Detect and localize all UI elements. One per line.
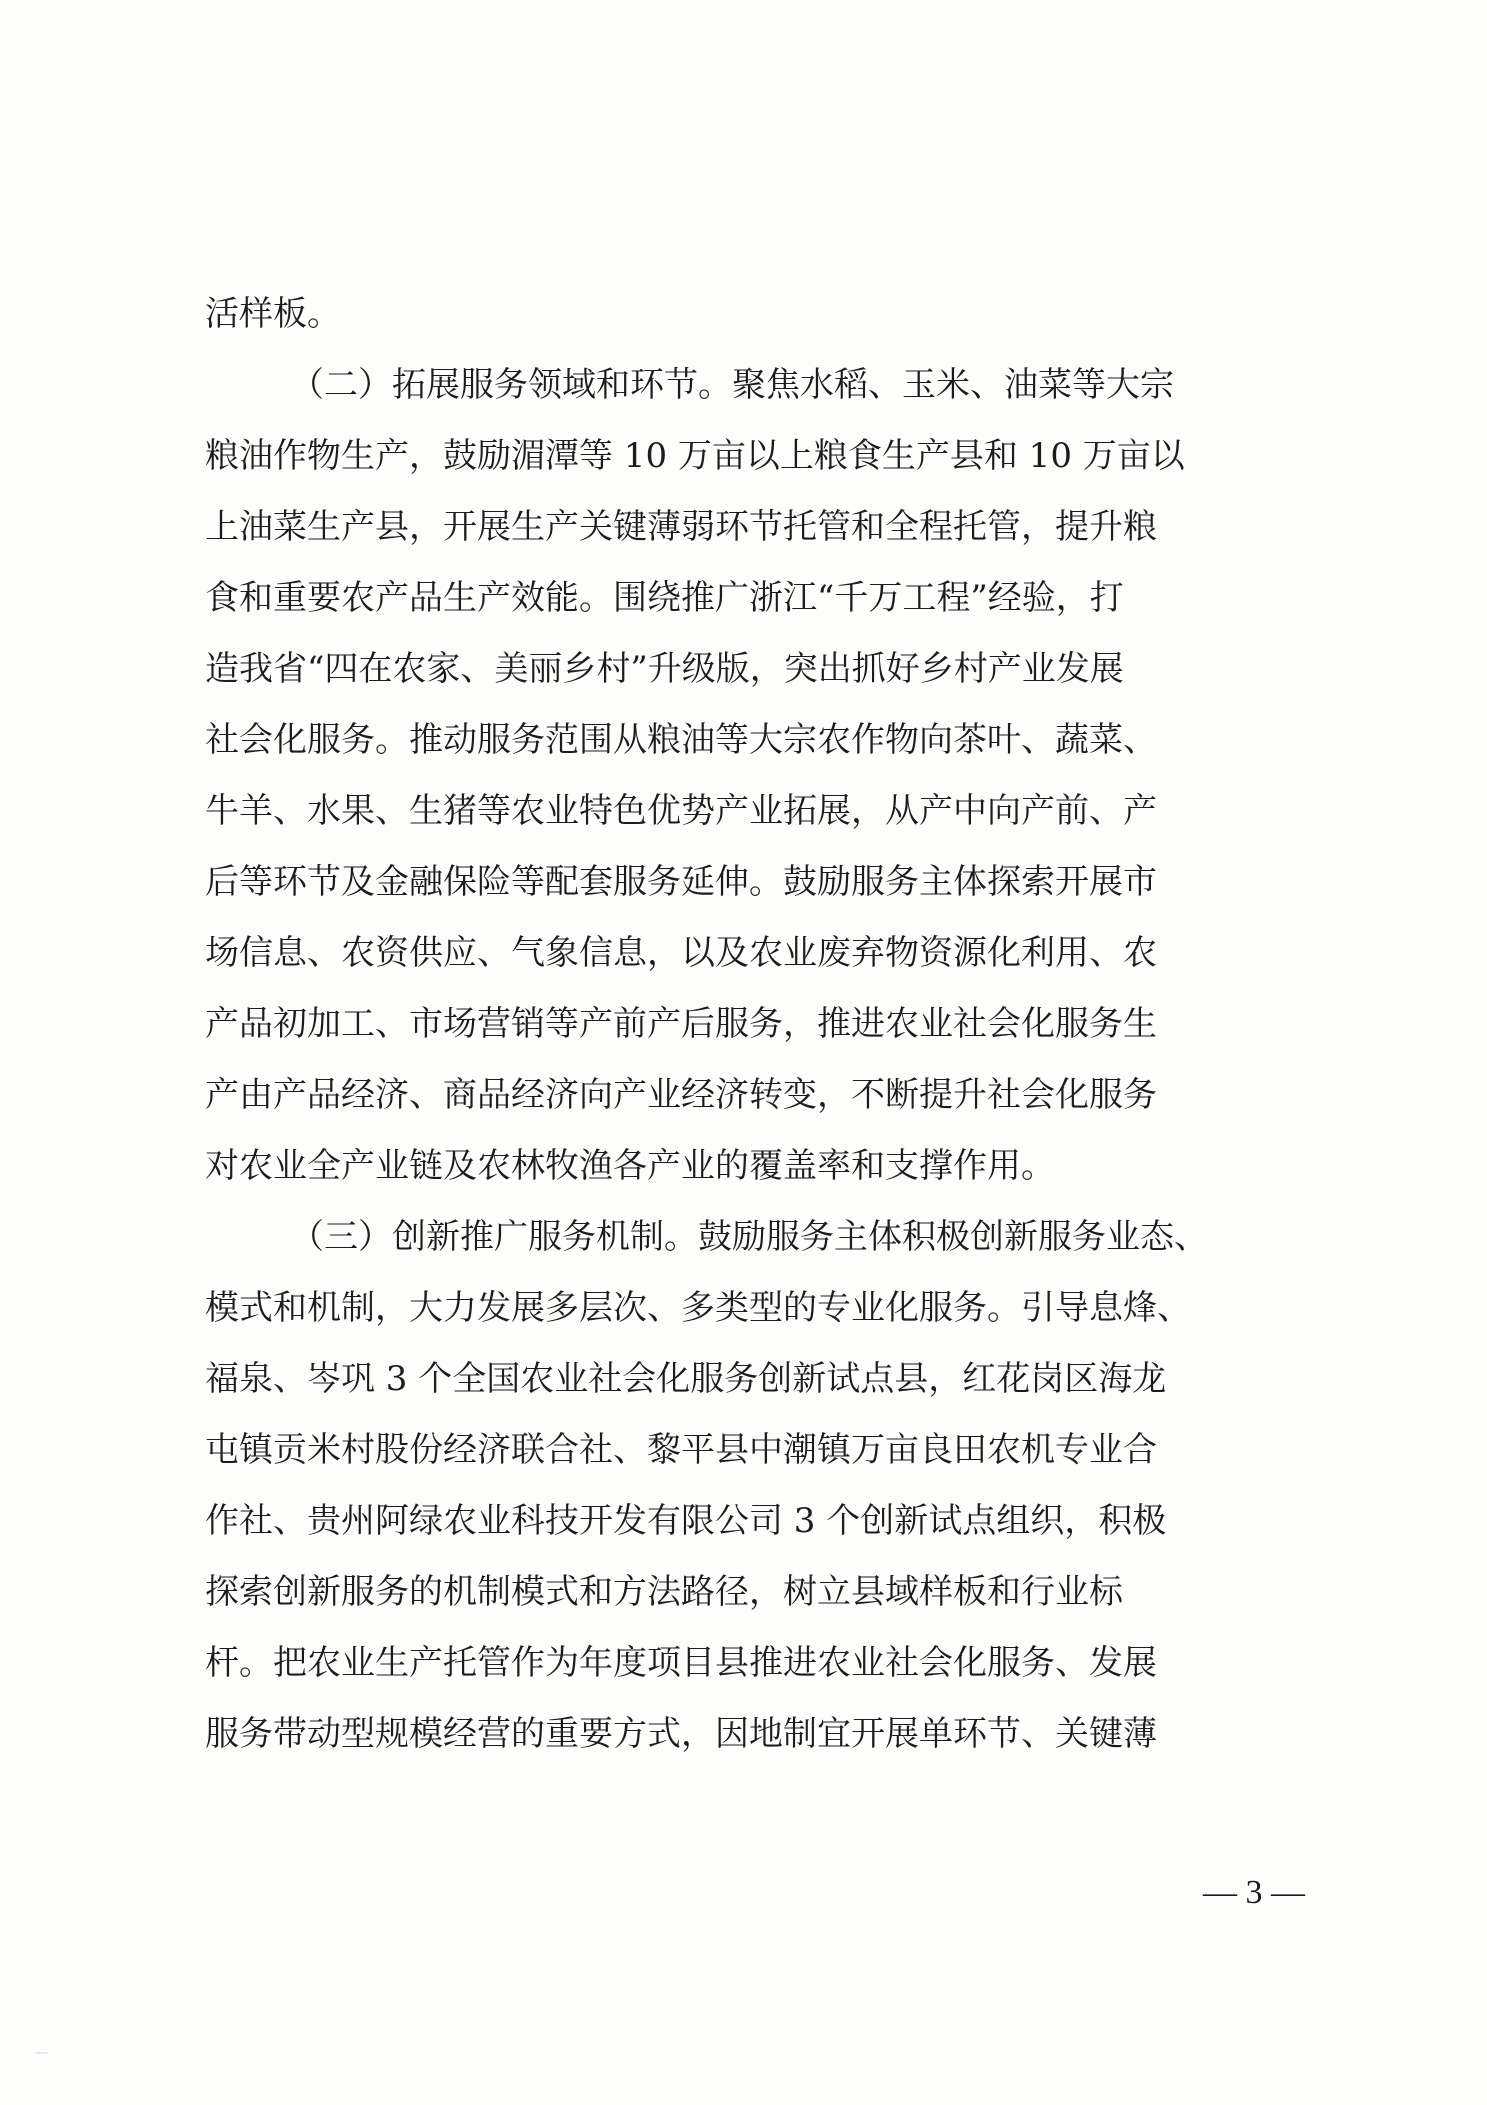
body-line-18: 作社、贵州阿绿农业科技开发有限公司 3 个创新试点组织，积极 [205, 1501, 1167, 1541]
body-line-13: 对农业全产业链及农林牧渔各产业的覆盖率和支撑作用。 [205, 1146, 1055, 1186]
body-line-20: 杆。把农业生产托管作为年度项目县推进农业社会化服务、发展 [205, 1643, 1157, 1683]
body-line-5: 食和重要农产品生产效能。围绕推广浙江“千万工程”经验，打 [205, 578, 1124, 618]
body-line-16: 福泉、岑巩 3 个全国农业社会化服务创新试点县，红花岗区海龙 [205, 1359, 1167, 1399]
body-line-9: 后等环节及金融保险等配套服务延伸。鼓励服务主体探索开展市 [205, 862, 1157, 902]
body-line-17: 屯镇贡米村股份经济联合社、黎平县中潮镇万亩良田农机专业合 [205, 1430, 1157, 1470]
section-three-heading-line: （三）创新推广服务机制。鼓励服务主体积极创新服务业态、 [290, 1217, 1208, 1257]
body-line-3: 粮油作物生产，鼓励湄潭等 10 万亩以上粮食生产县和 10 万亩以 [205, 436, 1185, 476]
scan-edge-mark [36, 2052, 48, 2054]
body-line-6: 造我省“四在农家、美丽乡村”升级版，突出抓好乡村产业发展 [205, 649, 1124, 689]
page-number: — 3 — [1203, 1874, 1305, 1911]
body-line-10: 场信息、农资供应、气象信息，以及农业废弃物资源化利用、农 [205, 933, 1157, 973]
section-two-heading-line: （二）拓展服务领域和环节。聚焦水稻、玉米、油菜等大宗 [290, 365, 1174, 405]
body-line-4: 上油菜生产县，开展生产关键薄弱环节托管和全程托管，提升粮 [205, 507, 1157, 547]
body-line-1: 活样板。 [205, 294, 341, 334]
body-line-15: 模式和机制，大力发展多层次、多类型的专业化服务。引导息烽、 [205, 1288, 1191, 1328]
body-line-7: 社会化服务。推动服务范围从粮油等大宗农作物向茶叶、蔬菜、 [205, 720, 1157, 760]
body-line-21: 服务带动型规模经营的重要方式，因地制宜开展单环节、关键薄 [205, 1714, 1157, 1754]
body-line-19: 探索创新服务的机制模式和方法路径，树立县域样板和行业标 [205, 1572, 1123, 1612]
body-line-12: 产由产品经济、商品经济向产业经济转变，不断提升社会化服务 [205, 1075, 1157, 1115]
body-line-8: 牛羊、水果、生猪等农业特色优势产业拓展，从产中向产前、产 [205, 791, 1157, 831]
body-line-11: 产品初加工、市场营销等产前产后服务，推进农业社会化服务生 [205, 1004, 1157, 1044]
